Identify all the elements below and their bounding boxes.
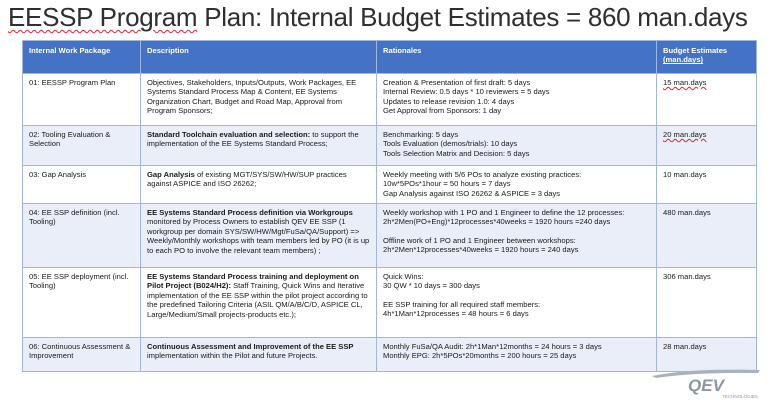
- rationales-cell: [377, 338, 657, 372]
- description-cell: [141, 338, 377, 372]
- description-cell: [141, 166, 377, 204]
- rationale-line: Quick Wins:: [383, 272, 424, 281]
- rationale-line: Tools Selection Matrix and Decision: 5 days: [383, 148, 530, 158]
- rationales-cell: [377, 166, 657, 204]
- rationale-line: Gap Analysis against ISO 26262 & ASPICE = 3 days: [383, 188, 561, 198]
- description-text: monitored by Process Owners to establish QEV EE SSP (1 workgroup per domain SYS/SW/HW/Mgt/FuSa/QA/Support) => Weekly/Monthly workshops with team members led by PO (it is up to each PO to involve the relevant team members) ;: [147, 217, 370, 255]
- header-rationales: Rationales: [377, 41, 657, 74]
- rationale-line: Updates to release revision 1.0: 4 days: [383, 96, 515, 106]
- budget-value: 10 man.days: [663, 170, 707, 179]
- header-budget: [657, 41, 757, 74]
- table-row: [23, 338, 757, 372]
- budget-value: 28 man.days: [663, 342, 707, 351]
- description-bold: EE Systems Standard Process training and deployment on Pilot Project (B024/H2):: [147, 272, 359, 291]
- description-text: of existing MGT/SYS/SW/HW/SUP practices against ASPICE and ISO 26262;: [147, 170, 347, 189]
- description-text: implementation within the Pilot and future Projects.: [147, 351, 318, 361]
- table-row: [23, 268, 757, 338]
- description-bold: EE Systems Standard Process definition via Workgroups: [147, 208, 353, 217]
- budget-cell: [657, 126, 757, 166]
- work-package-cell: 03: Gap Analysis: [23, 166, 141, 204]
- budget-cell: [657, 166, 757, 204]
- title-program-name: EESSP Program: [8, 2, 198, 32]
- spacer: [383, 227, 650, 236]
- description-text: Staff Training, Quick Wins and Iterative implementation of the EE SSP within the pilot project according to the predefined Tailoring Criteria (ASIL QM/A/B/C/D, ASPICE CL, Large/Medium/Small projects-products etc.);: [147, 281, 368, 319]
- work-package-cell: 05: EE SSP deployment (incl. Tooling): [23, 268, 141, 338]
- rationale-line: Monthly FuSa/QA Audit: 2h*1Man*12months = 24 hours = 3 days: [383, 342, 602, 351]
- rationale-line: Creation & Presentation of first draft: 5 days: [383, 78, 531, 87]
- header-description: Description: [141, 41, 377, 74]
- rationale-line: 4h*1Man*12processes = 48 hours = 6 days: [383, 309, 529, 319]
- rationale-line: 2h*2Men(PO+Eng)*12processes*40weeks = 1920 hours =240 days: [383, 217, 611, 227]
- rationale-line: Tools Evaluation (demos/trials): 10 days: [383, 139, 518, 149]
- logo-text: QEV: [688, 376, 724, 395]
- rationale-line: 10w*5POs*1hour = 50 hours = 7 days: [383, 179, 511, 189]
- spacer: [383, 291, 650, 300]
- header-budget-label: Budget Estimates: [663, 46, 728, 55]
- description-cell: [141, 126, 377, 166]
- table-row: [23, 126, 757, 166]
- budget-value: 306 man.days: [663, 272, 711, 281]
- rationale-line: Offline work of 1 PO and 1 Engineer between workshops:: [383, 235, 576, 245]
- title-budget-text: Plan: Internal Budget Estimates = 860 man.days: [197, 2, 748, 32]
- page-title: [8, 2, 748, 33]
- header-budget-unit: (man.days): [663, 55, 704, 65]
- table-header-row: [23, 41, 757, 74]
- logo-subtext: TECHNOLOGIES: [722, 394, 758, 399]
- table-row: [23, 166, 757, 204]
- budget-value: 480 man.days: [663, 208, 711, 217]
- rationale-line: Weekly meeting with 5/6 POs to analyze existing practices:: [383, 170, 582, 179]
- work-package-cell: 01: EESSP Program Plan: [23, 74, 141, 126]
- rationales-cell: [377, 126, 657, 166]
- rationale-line: Benchmarking: 5 days: [383, 130, 459, 139]
- qev-logo: [650, 366, 762, 400]
- table-row: [23, 74, 757, 126]
- rationale-line: 2h*2Men*12processes*40weeks = 1920 hours = 240 days: [383, 245, 579, 255]
- rationales-cell: [377, 204, 657, 268]
- budget-value: 20 man.days: [663, 130, 707, 139]
- description-cell: [141, 268, 377, 338]
- budget-value: 15 man.days: [663, 78, 707, 87]
- budget-cell: [657, 204, 757, 268]
- description-bold: Gap Analysis: [147, 170, 195, 179]
- description-cell: Objectives, Stakeholders, Inputs/Outputs, Work Packages, EE Systems Standard Process Map & Content, EE Systems Organization Chart, Budget and Road Map, Approval from Program Sponsors;: [141, 74, 377, 126]
- rationales-cell: [377, 268, 657, 338]
- rationale-line: 30 QW * 10 days = 300 days: [383, 281, 480, 291]
- budget-cell: [657, 268, 757, 338]
- description-text: to support the implementation of the EE Systems Standard Process;: [147, 130, 359, 149]
- rationale-line: Monthly EPG: 2h*5POs*20months = 200 hours = 25 days: [383, 351, 577, 361]
- work-package-cell: 02: Tooling Evaluation & Selection: [23, 126, 141, 166]
- table-row: [23, 204, 757, 268]
- header-work-package: Internal Work Package: [23, 41, 141, 74]
- budget-table: [22, 40, 757, 372]
- description-bold: Continuous Assessment and Improvement of the EE SSP: [147, 342, 354, 351]
- rationale-line: Get Approval from Sponsors: 1 day: [383, 106, 502, 116]
- rationale-line: Internal Review: 0.5 days * 10 reviewers = 5 days: [383, 87, 550, 97]
- budget-cell: [657, 74, 757, 126]
- rationale-line: Weekly workshop with 1 PO and 1 Engineer to define the 12 processes:: [383, 208, 625, 217]
- description-cell: [141, 204, 377, 268]
- work-package-cell: 06: Continuous Assessment & Improvement: [23, 338, 141, 372]
- work-package-cell: 04: EE SSP definition (incl. Tooling): [23, 204, 141, 268]
- description-bold: Standard Toolchain evaluation and selection:: [147, 130, 311, 139]
- rationale-line: EE SSP training for all required staff members:: [383, 299, 541, 309]
- rationales-cell: [377, 74, 657, 126]
